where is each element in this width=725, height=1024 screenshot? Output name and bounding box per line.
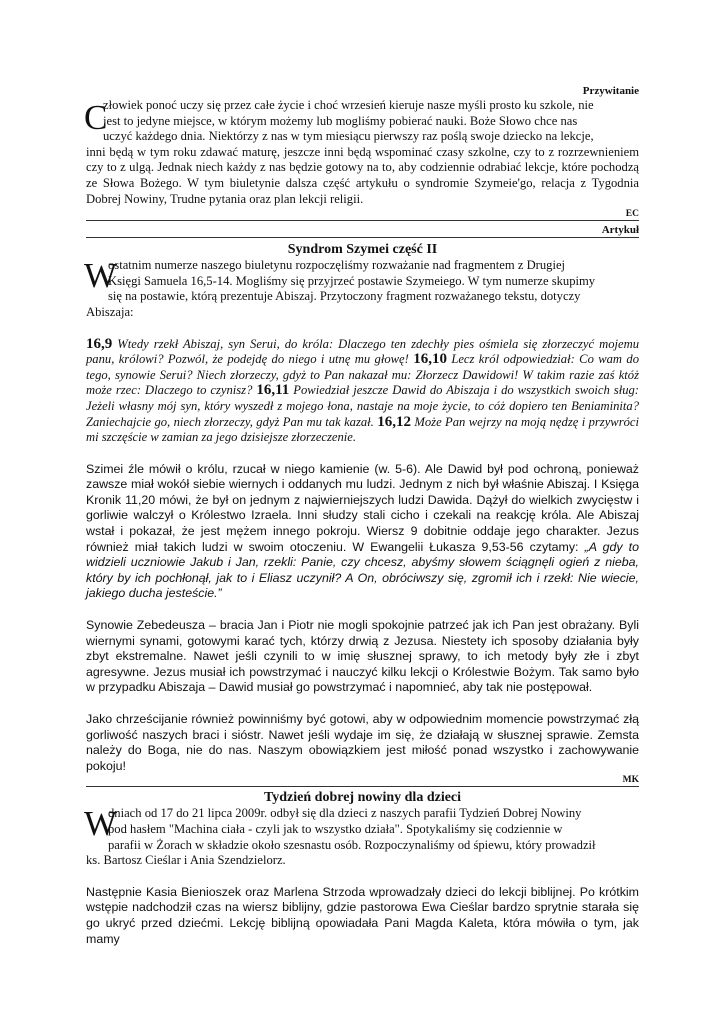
children-week-line-4: ks. Bartosz Cieślar i Ania Szendzielorz. (86, 853, 286, 868)
article-intro (86, 258, 639, 320)
article-paragraph-3: Jako chrześcijanie również powinniśmy być gotowi, aby w odpowiednim momencie powstrzymać złą gorliwość naszych braci i sióstr. Nawet jeśli wydaje im się, że działają w słusznej sprawie. Zemsta należy do Boga, nie do nas. Naszym obowiązkiem jest miłość ponad wszystko i zachowywanie pokoju! (86, 712, 639, 773)
paragraph-text: Szimei źle mówił o królu, rzucał w niego kamienie (w. 5-6). Ale Dawid był pod ochroną, ponieważ zawsze miał wokół siebie wiernych i oddanych mu ludzi. Jednym z nich był właśnie Abiszaj. I Księga Kronik 11,20 mówi, że był on jednym z najwierniejszych ludzi Dawida. Dążył do wielkich zwycięstw i gorliwie walczył o Królestwo Izraela. Inni słudzy stali cicho i czekali na reakcję króla. Ale Abiszaj wstał i pokazał, że jest mężem innego pokroju. Wiersz 9 dobitnie oddaje jego charakter. Jezus również miał takich ludzi w swoim otoczeniu. W Ewangelii Łukasza 9,53-56 czytamy: (86, 461, 639, 554)
bulletin-page (86, 84, 639, 947)
children-week-line-1: dniach od 17 do 21 lipca 2009r. odbył się dla dzieci z naszych parafii Tydzień Dobrej Nowiny (108, 806, 582, 821)
intro-line-3: się na postawie, którą prezentuje Abiszaj. Przytoczony fragment rozważanego tekstu, dotyczy (108, 289, 581, 304)
scripture-quote (86, 337, 639, 446)
children-week-paragraph-2: Następnie Kasia Bienioszek oraz Marlena Strzoda wprowadzały dzieci do lekcji biblijnej. Po krótkim wstępie nadchodził czas na wiersz biblijny, gdzie pastorowa Ewa Cieślar bardzo sprytnie starała się go ukryć przed dziećmi. Lekcję biblijną opowiadała Pani Magda Kaleta, która mówiła o tym, jak mamy (86, 884, 639, 946)
intro-line-2: Księgi Samuela 16,5-14. Mogliśmy się przyjrzeć postawie Szymeiego. W tym numerze skupimy (108, 273, 596, 288)
verse-number: 16,11 (256, 382, 290, 399)
verse-number: 16,9 (86, 335, 113, 352)
welcome-line-2: jest to jedyne miejsce, w którym możemy lub mogliśmy pobierać nauki. Boże Słowo chce nas (103, 113, 578, 128)
intro-line-4: Abiszaja: (86, 304, 134, 319)
verse-text: Powiedział jeszcze Dawid do Abiszaja i do wszystkich swoich sług: Jeżeli własny mój syn, który wyszedł z mojego łona, nastaje na moje życie, to cóż dopiero ten Beniaminita? Zaniechajcie go, niech złorzeczy, gdyż Pan mu tak kazał. (86, 383, 639, 429)
welcome-line-1: złowiek ponoć uczy się przez całe życie i choć wrzesień kieruje nasze myśli prosto ku szkole, nie (103, 98, 594, 112)
welcome-section (86, 98, 639, 207)
section-label-welcome: Przywitanie (582, 85, 639, 97)
verse-number: 16,10 (413, 351, 447, 368)
section-divider (86, 786, 639, 787)
drop-cap: W (84, 256, 118, 296)
section-divider (86, 220, 639, 221)
verse-number: 16,12 (377, 413, 411, 430)
welcome-line-3: uczyć każdego dnia. Niektórzy z nas w tym miesiącu pierwszy raz poślą swoje dziecko na lekcje, (103, 129, 594, 144)
verse-text: Wtedy rzekł Abiszaj, syn Serui, do króla: Dlaczego ten zdechły pies ośmiela się złorzeczyć mojemu panu, królowi? Pozwól, że podejdę do niego i utnę mu głowę! (86, 336, 639, 367)
intro-line-1: ostatnim numerze naszego biuletynu rozpoczęliśmy rozważanie nad fragmentem z Drugiej (108, 258, 566, 273)
article-paragraph-1 (86, 462, 639, 602)
children-week-intro (86, 806, 639, 868)
verse-text: Lecz król odpowiedział: Co wam do tego, synowie Serui? Niech złorzeczy, gdyż to Pan nakazał mu: Złorzecz Dawidowi! W takim razie zaś któż może rzec: Dlaczego to czynisz? (86, 352, 639, 398)
drop-cap: W (84, 804, 118, 844)
article-paragraph-2: Synowie Zebedeusza – bracia Jan i Piotr nie mogli spokojnie patrzeć jak ich Pan jest obrażany. Byli wiernymi synami, gotowymi karać tych, którzy drwią z Jezusa. Niestety ich sposoby działania były zbyt ekstremalne. Nawet jeśli czynili to w imię słusznej sprawy, to ich metody były złe i zbyt agresywne. Jezus musiał ich powstrzymać i nauczyć kilku lekcji o Królestwie Bożym. Tak samo było w przypadku Abiszaja – Dawid musiał go powstrzymać i napomnieć, aby tak nie postępował. (86, 618, 639, 695)
article-title: Syndrom Szymei część II (287, 242, 438, 258)
children-week-line-3: parafii w Żorach w składzie około szesnastu osób. Rozpoczynaliśmy od śpiewu, który prowadził (108, 837, 596, 852)
children-week-line-2: pod hasłem "Machina ciała - czyli jak to wszystko działa". Spotykaliśmy się codziennie w (108, 821, 563, 836)
welcome-text: inni będą w tym roku zdawać maturę, jeszcze inni będą wspominać czasy szkolne, czy to z rozrzewnieniem czy to z ulgą. Jednak niech każdy z nas będzie gotowy na to, aby codziennie odrabiać lekcje, które pochodzą ze Słowa Bożego. W tym biuletynie dalsza część artykułu o syndromie Szymeie'go, relacja z Tygodnia Dobrej Nowiny, Trudne pytania oraz plan lekcji religii. (86, 144, 639, 206)
section-divider (86, 237, 639, 238)
drop-cap: C (84, 98, 108, 137)
author-signature: MK (622, 775, 639, 786)
section-label-article: Artykuł (601, 224, 639, 237)
author-signature: EC (625, 209, 639, 220)
gospel-quote: „A gdy to widzieli uczniowie Jakub i Jan, rzekli: Panie, czy chcesz, abyśmy słowem ściągnęli ogień z nieba, który by ich pochłonął, jak to i Eliasz uczynił? A On, obróciwszy się, zgromił ich i rzekł: Nie wiecie, jakiego ducha jesteście.” (86, 539, 639, 601)
verse-text: Może Pan wejrzy na moją nędzę i przywróci mi szczęście w zamian za jego dzisiejsze złorzeczenie. (86, 414, 639, 445)
children-week-title: Tydzień dobrej nowiny dla dzieci (263, 790, 462, 806)
